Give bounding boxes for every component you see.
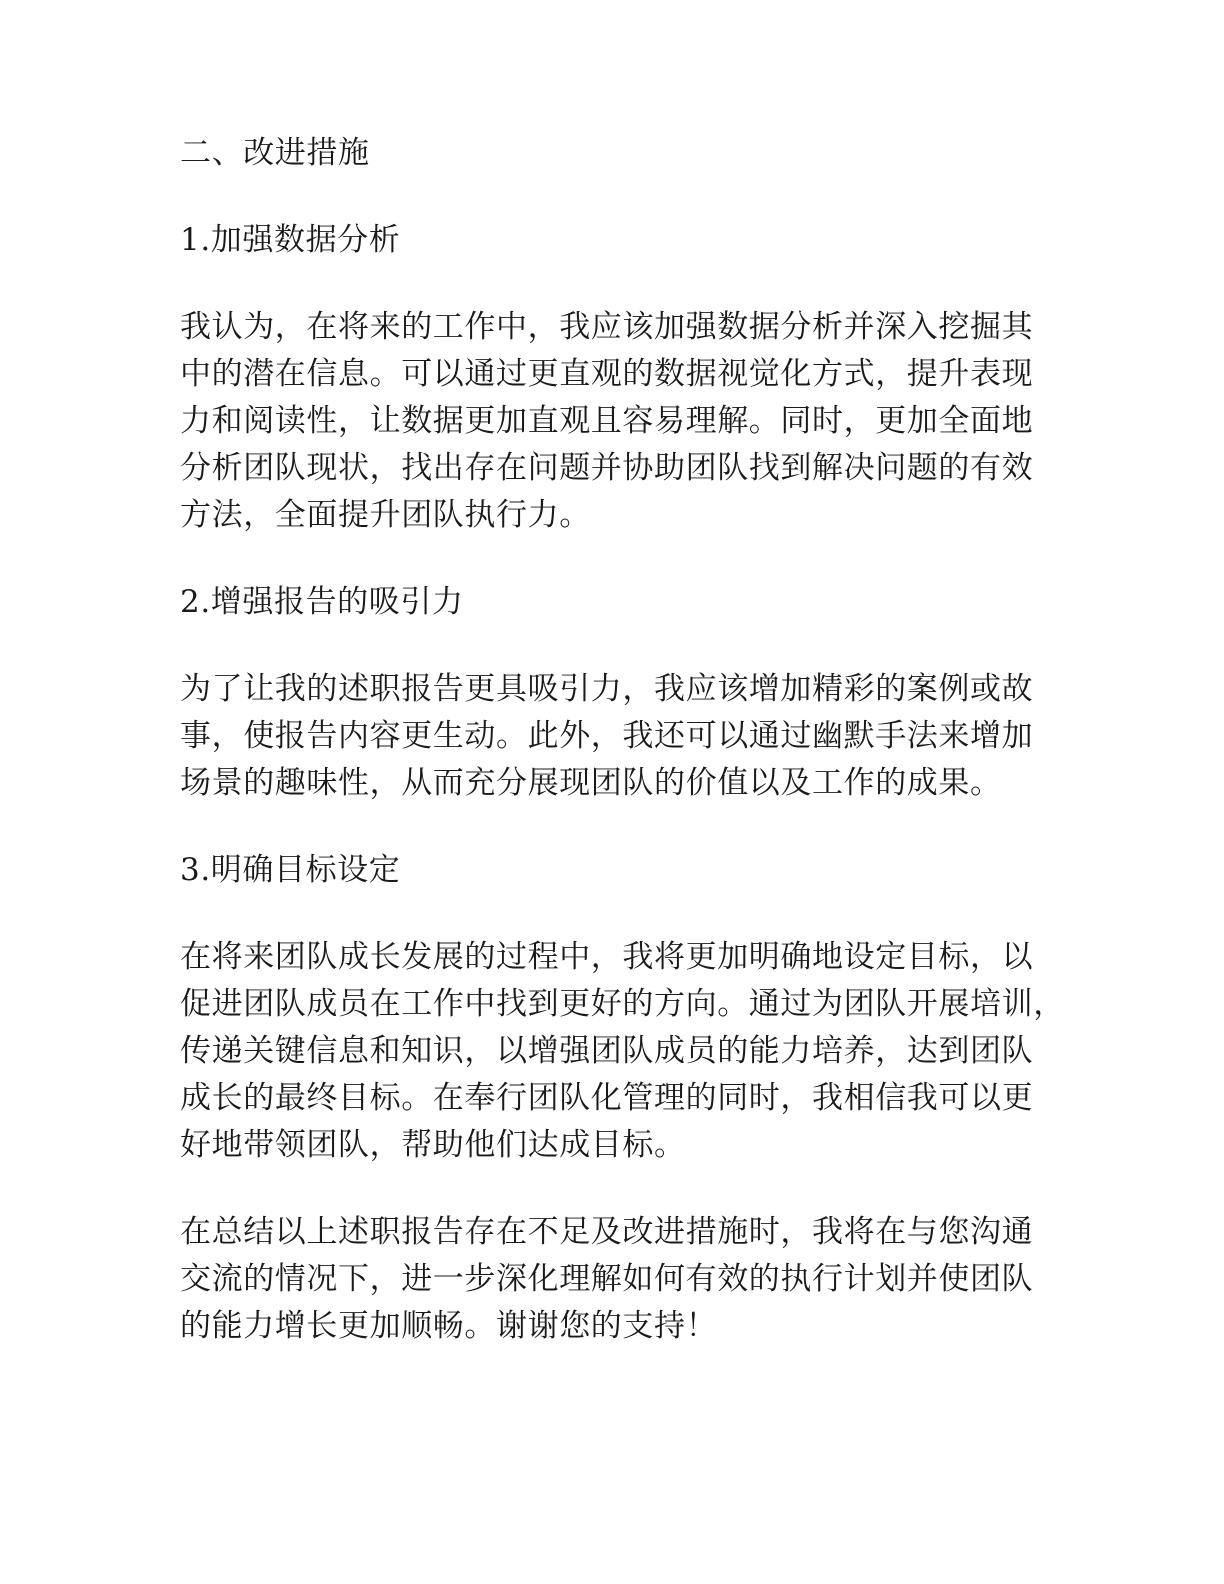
item-1-paragraph [180,304,1040,539]
paragraph-line: 在总结以上述职报告存在不足及改进措施时，我将在与您沟通 [180,1214,1034,1250]
paragraph-line: 为了让我的述职报告更具吸引力，我应该增加精彩的案例或故 [180,671,1034,707]
section-title: 二、改进措施 [180,135,370,171]
item-3-heading: 3.明确目标设定 [180,852,401,888]
document-page [180,130,1065,1350]
paragraph-line: 交流的情况下，进一步深化理解如何有效的执行计划并使团队 [180,1261,1034,1297]
paragraph-line: 传递关键信息和知识，以增强团队成员的能力培养，达到团队 [180,1033,1034,1069]
item-3-paragraph [180,934,1065,1169]
paragraph-line: 在将来团队成长发展的过程中，我将更加明确地设定目标，以 [180,939,1034,975]
paragraph-line: 中的潜在信息。可以通过更直观的数据视觉化方式，提升表现 [180,356,1034,392]
paragraph-line: 场景的趣味性，从而充分展现团队的价值以及工作的成果。 [180,765,1002,801]
paragraph-line: 好地带领团队，帮助他们达成目标。 [180,1127,686,1163]
paragraph-line: 成长的最终目标。在奉行团队化管理的同时，我相信我可以更 [180,1080,1034,1116]
paragraph-line: 事，使报告内容更生动。此外，我还可以通过幽默手法来增加 [180,718,1034,754]
conclusion-paragraph [180,1209,1040,1350]
paragraph-line: 分析团队现状，找出存在问题并协助团队找到解决问题的有效 [180,450,1034,486]
paragraph-line: 我认为，在将来的工作中，我应该加强数据分析并深入挖掘其 [180,309,1034,345]
item-2-paragraph [180,666,1040,807]
item-2-heading: 2.增强报告的吸引力 [180,584,464,620]
paragraph-line: 力和阅读性，让数据更加直观且容易理解。同时，更加全面地 [180,403,1034,439]
paragraph-line: 的能力增长更加顺畅。谢谢您的支持！ [180,1308,718,1344]
paragraph-line: 方法，全面提升团队执行力。 [180,497,591,533]
paragraph-line: 促进团队成员在工作中找到更好的方向。通过为团队开展培训， [180,986,1065,1022]
item-1-heading: 1.加强数据分析 [180,222,401,258]
